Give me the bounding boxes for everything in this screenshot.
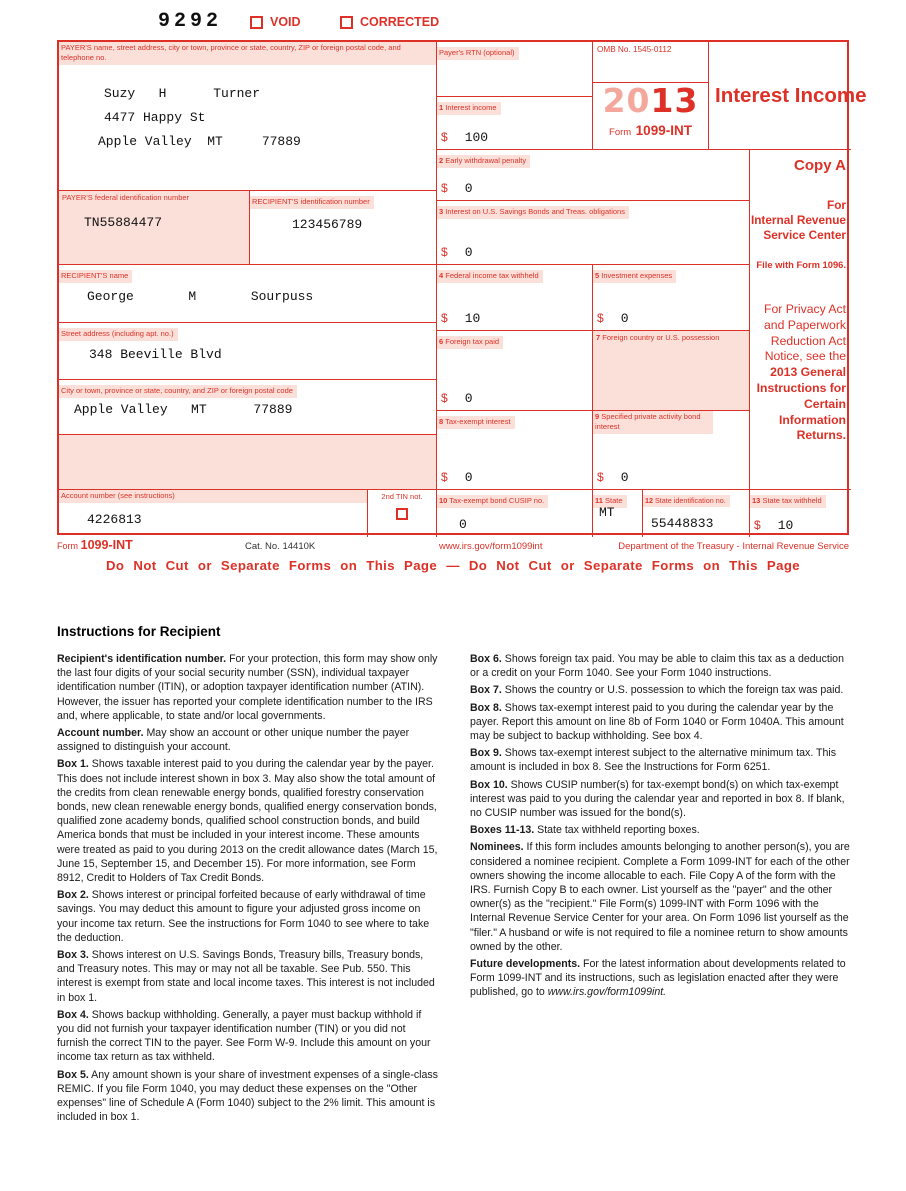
recipient-name-box [59,264,436,322]
box-8-label: 8 Tax-exempt interest [437,416,515,429]
instruction-lead: Recipient's identification number. [57,653,227,665]
recipient-name-value[interactable]: George M Sourpuss [87,289,314,304]
instruction-text: Shows taxable interest paid to you during the calendar year by the payer. This does not include interest shown in box 3. May also show the total amount of the credits from clean renewable energy bonds, qualified forestry conservation bonds, new clean renewable energy bonds, qualified energy conservation bonds, qualified zone academy bonds, qualified school construction bonds, and build America bonds that must be included in your interest income. These amounts were treated as paid to you during 2013 on the credit allowance dates (March 15, June 15, September 15, and December 15). For more information, see Form 8912, Credit to Holders of Tax Credit Bonds. [57,758,438,885]
instruction-text: Shows foreign tax paid. You may be able to claim this tax as a deduction or a credit on your Form 1040. See your Form 1040 instructions. [470,653,844,680]
instruction-paragraph [470,701,854,744]
payer-fed-id-value[interactable]: TN55884477 [84,215,163,230]
instruction-paragraph [57,948,439,1005]
corrected-checkbox[interactable] [340,16,353,29]
box-1-value[interactable]: 100 [464,130,489,145]
for-irs-block [750,198,846,243]
box-8-tax-exempt-interest [436,410,592,489]
instruction-paragraph [57,757,439,885]
footer-form-number-block [57,538,133,552]
copy-a-sidebar [749,149,851,489]
corrected-label: CORRECTED [360,15,440,29]
instruction-paragraph [470,840,854,954]
for-irs-line-2: Internal Revenue [750,213,846,227]
box-1-number: 1 [439,103,444,112]
tax-year [593,84,708,118]
instruction-text: For your protection, this form may show only the last four digits of your social security number (SSN), individual taxpayer identification number (ITIN), or adoption taxpayer identification number (ATIN). However, the issuer has reported your complete identification number to the IRS and, where applicable, to state and/or local governments. [57,653,438,722]
instruction-lead: Box 5. [57,1068,89,1081]
city-label: City or town, province or state, country, and ZIP or foreign postal code [59,385,297,398]
box-6-label: 6 Foreign tax paid [437,336,503,349]
box-7-label: 7 Foreign country or U.S. possession [596,333,720,342]
payer-rtn-box [436,42,592,96]
instruction-text: Shows the country or U.S. possession to which the foreign tax was paid. [504,684,844,697]
box-12-number: 12 [645,496,653,505]
box-8-dollar-sign: $ [441,470,448,484]
instruction-text: Shows interest or principal forfeited because of early withdrawal of time savings. You may deduct this amount to figure your adjusted gross income on your income tax return. See the instructions for Form 1040 to see where to take the deduction. [57,889,430,944]
second-tin-box [367,489,436,537]
box-2-early-withdrawal [436,149,749,200]
omb-label: OMB No. 1545-0112 [597,45,672,54]
box-4-dollar-sign: $ [441,311,448,325]
box-7-number: 7 [596,333,601,342]
void-checkbox[interactable] [250,16,263,29]
box-11-state [592,489,642,537]
box-10-value[interactable]: 0 [459,517,467,532]
instruction-paragraph [57,1068,439,1125]
box-8-value[interactable]: 0 [464,470,473,485]
instruction-text: Shows CUSIP number(s) for tax-exempt bond(s) on which tax-exempt interest was paid to you during the calendar year and reported in box 8. If blank, no CUSIP number was issued for the bond(s). [470,778,845,820]
box-12-value[interactable]: 55448833 [651,516,714,531]
omb-box [592,42,708,82]
instruction-paragraph [470,652,854,680]
box-11-label: 11 State [593,495,627,508]
instruction-lead: Box 4. [57,1008,89,1021]
city-box [59,379,436,434]
box-13-state-tax-withheld [749,489,851,537]
instruction-lead: Account number. [57,727,144,740]
box-9-private-activity-bond [592,410,749,489]
instruction-lead: Boxes 11-13. [470,824,535,837]
box-4-number: 4 [439,271,444,280]
recipient-id-label: RECIPIENT'S identification number [250,196,374,209]
instruction-text: Shows tax-exempt interest subject to the alternative minimum tax. This amount is included in box 8. See the Instructions for Form 6251. [470,747,837,774]
form-1099-int [57,40,867,535]
print-code: 9292 [158,10,223,33]
instruction-text: Any amount shown is your share of investment expenses of a single-class REMIC. If you file Form 1040, you may deduct these expenses on the "Other expenses" line of Schedule A (Form 1040) subject to the 2% limit. This amount is included in box 1. [57,1068,438,1124]
box-3-dollar-sign: $ [441,245,448,259]
instruction-paragraph [470,823,854,837]
box-8-number: 8 [439,417,444,426]
box-4-label: 4 Federal income tax withheld [437,270,543,283]
box-11-number: 11 [595,496,603,505]
box-9-value[interactable]: 0 [620,470,629,485]
box-3-number: 3 [439,207,444,216]
box-6-foreign-tax-paid [436,330,592,410]
box-4-value[interactable]: 10 [464,311,481,326]
box-9-number: 9 [595,412,600,421]
box-6-value[interactable]: 0 [464,391,473,406]
city-value[interactable]: Apple Valley MT 77889 [74,402,293,417]
instruction-lead: Box 8. [470,701,502,714]
instruction-lead: Box 7. [470,684,502,697]
box-5-investment-expenses [592,264,749,330]
street-address-value[interactable]: 348 Beeville Blvd [89,347,222,362]
year-box [592,82,708,149]
payer-street-value[interactable]: 4477 Happy St [104,110,206,125]
street-address-label: Street address (including apt. no.) [59,328,178,341]
account-number-label: Account number (see instructions) [59,490,367,503]
payer-info-box [59,42,436,190]
box-4-federal-tax-withheld [436,264,592,330]
department-label: Department of the Treasury - Internal Revenue Service [618,541,849,552]
for-irs-line-3: Service Center [763,228,846,242]
box-5-dollar-sign: $ [597,311,604,325]
box-13-label: 13 State tax withheld [750,495,826,508]
for-irs-line-1: For [826,198,846,212]
payer-rtn-label: Payer's RTN (optional) [437,47,519,60]
irs-url: www.irs.gov/form1099int [439,541,543,552]
privacy-notice-bold: 2013 General Instructions for Certain Information Returns. [756,365,846,443]
instruction-paragraph [57,726,439,754]
instruction-lead: Box 10. [470,778,508,791]
footer-form-number: 1099-INT [80,538,133,552]
box-5-number: 5 [595,271,600,280]
form-title: Interest Income [715,83,867,107]
void-label: VOID [270,15,301,29]
instruction-paragraph [57,1008,439,1065]
payer-city-value[interactable]: Apple Valley MT 77889 [98,134,301,149]
instruction-text: Shows tax-exempt interest paid to you during the calendar year by the payer. Report this amount on line 8b of Form 1040 or Form 1040A. This amount may be subject to backup withholding. See box 4. [470,701,844,743]
street-address-box [59,322,436,379]
box-1-label: 1 Interest income [437,102,501,115]
box-12-state-id [642,489,749,537]
box-6-dollar-sign: $ [441,391,448,405]
box-1-interest-income [436,96,592,149]
year-suffix: 13 [650,82,699,120]
instructions-right-column [470,652,854,1003]
instruction-paragraph [470,746,854,774]
instruction-paragraph [470,957,854,1000]
box-3-savings-bonds [436,200,749,264]
instruction-lead: Box 1. [57,758,89,771]
box-10-label: 10 Tax-exempt bond CUSIP no. [437,495,548,508]
box-1-dollar-sign: $ [441,130,448,144]
payer-info-label: PAYER'S name, street address, city or town, province or state, country, ZIP or foreign postal code, and telephone no. [59,42,436,65]
box-9-label: 9 Specified private activity bond interest [593,411,713,434]
privacy-notice [750,302,846,444]
payer-fed-id-label: PAYER'S federal identification number [62,193,190,202]
box-3-label: 3 Interest on U.S. Savings Bonds and Treas. obligations [437,206,629,219]
instruction-lead: Box 6. [470,653,502,665]
account-number-box [59,489,367,537]
second-tin-checkbox[interactable] [396,508,408,520]
second-tin-label: 2nd TIN not. [381,492,423,501]
instruction-url: www.irs.gov/form1099int. [547,986,667,999]
box-2-label: 2 Early withdrawal penalty [437,155,530,168]
instructions-left-column [57,652,439,1128]
box-11-value[interactable]: MT [599,505,615,520]
instructions-title: Instructions for Recipient [57,624,221,639]
payer-fed-id-box [59,190,249,264]
copy-a-label: Copy A [794,157,846,174]
instruction-text: Shows interest on U.S. Savings Bonds, Treasury bills, Treasury bonds, and Treasury notes. This may or may not all be taxable. See Pub. 550. This interest is exempt from state and local income taxes. This interest is not included in box 1. [57,949,435,1004]
instruction-text: State tax withheld reporting boxes. [537,824,700,837]
box-5-label: 5 Investment expenses [593,270,676,283]
box-3-value[interactable]: 0 [464,245,473,260]
form-number: 1099-INT [635,123,692,138]
year-prefix: 20 [602,82,651,120]
recipient-id-value[interactable]: 123456789 [292,217,363,232]
box-9-dollar-sign: $ [597,470,604,484]
do-not-cut-banner: Do Not Cut or Separate Forms on This Page — Do Not Cut or Separate Forms on This Page [105,558,801,573]
instruction-lead: Box 9. [470,747,502,760]
instruction-lead: Nominees. [470,841,524,854]
instruction-lead: Future developments. [470,958,581,971]
form-word: Form [609,127,632,138]
instruction-paragraph [57,652,439,723]
recipient-id-box [249,190,436,264]
box-13-number: 13 [752,496,761,505]
box-13-value[interactable]: 10 [777,518,794,533]
box-2-number: 2 [439,156,444,165]
box-5-value[interactable]: 0 [620,311,629,326]
instruction-text: For the latest information about developments related to Form 1099-INT and its instructions, such as legislation enacted after they were published, go to [470,958,846,999]
file-with-label: File with Form 1096. [756,259,846,270]
box-13-dollar-sign: $ [754,518,761,532]
form-footer [57,538,849,554]
instruction-lead: Box 2. [57,889,89,902]
instruction-paragraph [57,888,439,945]
unused-shaded-box [59,434,436,489]
box-10-number: 10 [439,496,448,505]
box-7-foreign-country [592,330,749,410]
instruction-paragraph [470,683,854,697]
privacy-notice-text: For Privacy Act and Paperwork Reduction Act Notice, see the [764,302,846,364]
instruction-text: If this form includes amounts belonging to another person(s), you are considered a nominee recipient. Complete a Form 1099-INT for each of the other owners showing the income allocable to each. File Copy A of the form with the IRS. Furnish Copy B to each owner. List yourself as the "payer" and the other owner(s) as the "recipient." File Form(s) 1099-INT with Form 1096 with the Internal Revenue Service Center for your area. On Form 1096 list yourself as the "filer." A husband or wife is not required to file a nominee return to show amounts owned by the other. [470,841,850,953]
catalog-number: Cat. No. 14410K [245,541,316,552]
box-2-dollar-sign: $ [441,181,448,195]
form-title-box [708,42,867,149]
payer-name-value[interactable]: Suzy H Turner [104,86,261,101]
instruction-paragraph [470,778,854,821]
box-6-number: 6 [439,337,444,346]
account-number-value[interactable]: 4226813 [87,512,142,527]
box-12-label: 12 State identification no. [643,495,730,507]
box-2-value[interactable]: 0 [464,181,473,196]
instruction-text: May show an account or other unique number the payer assigned to distinguish your account. [57,727,410,754]
box-10-cusip [436,489,592,537]
form-number-block [593,122,708,140]
instruction-text: Shows backup withholding. Generally, a payer must backup withhold if you did not furnish your taxpayer identification number (TIN) or you did not furnish the correct TIN to the payer. See Form W-9. Include this amount on your income tax return as tax withheld. [57,1008,431,1064]
instruction-lead: Box 3. [57,949,89,962]
footer-form-word: Form [57,541,78,551]
recipient-name-label: RECIPIENT'S name [59,270,132,283]
